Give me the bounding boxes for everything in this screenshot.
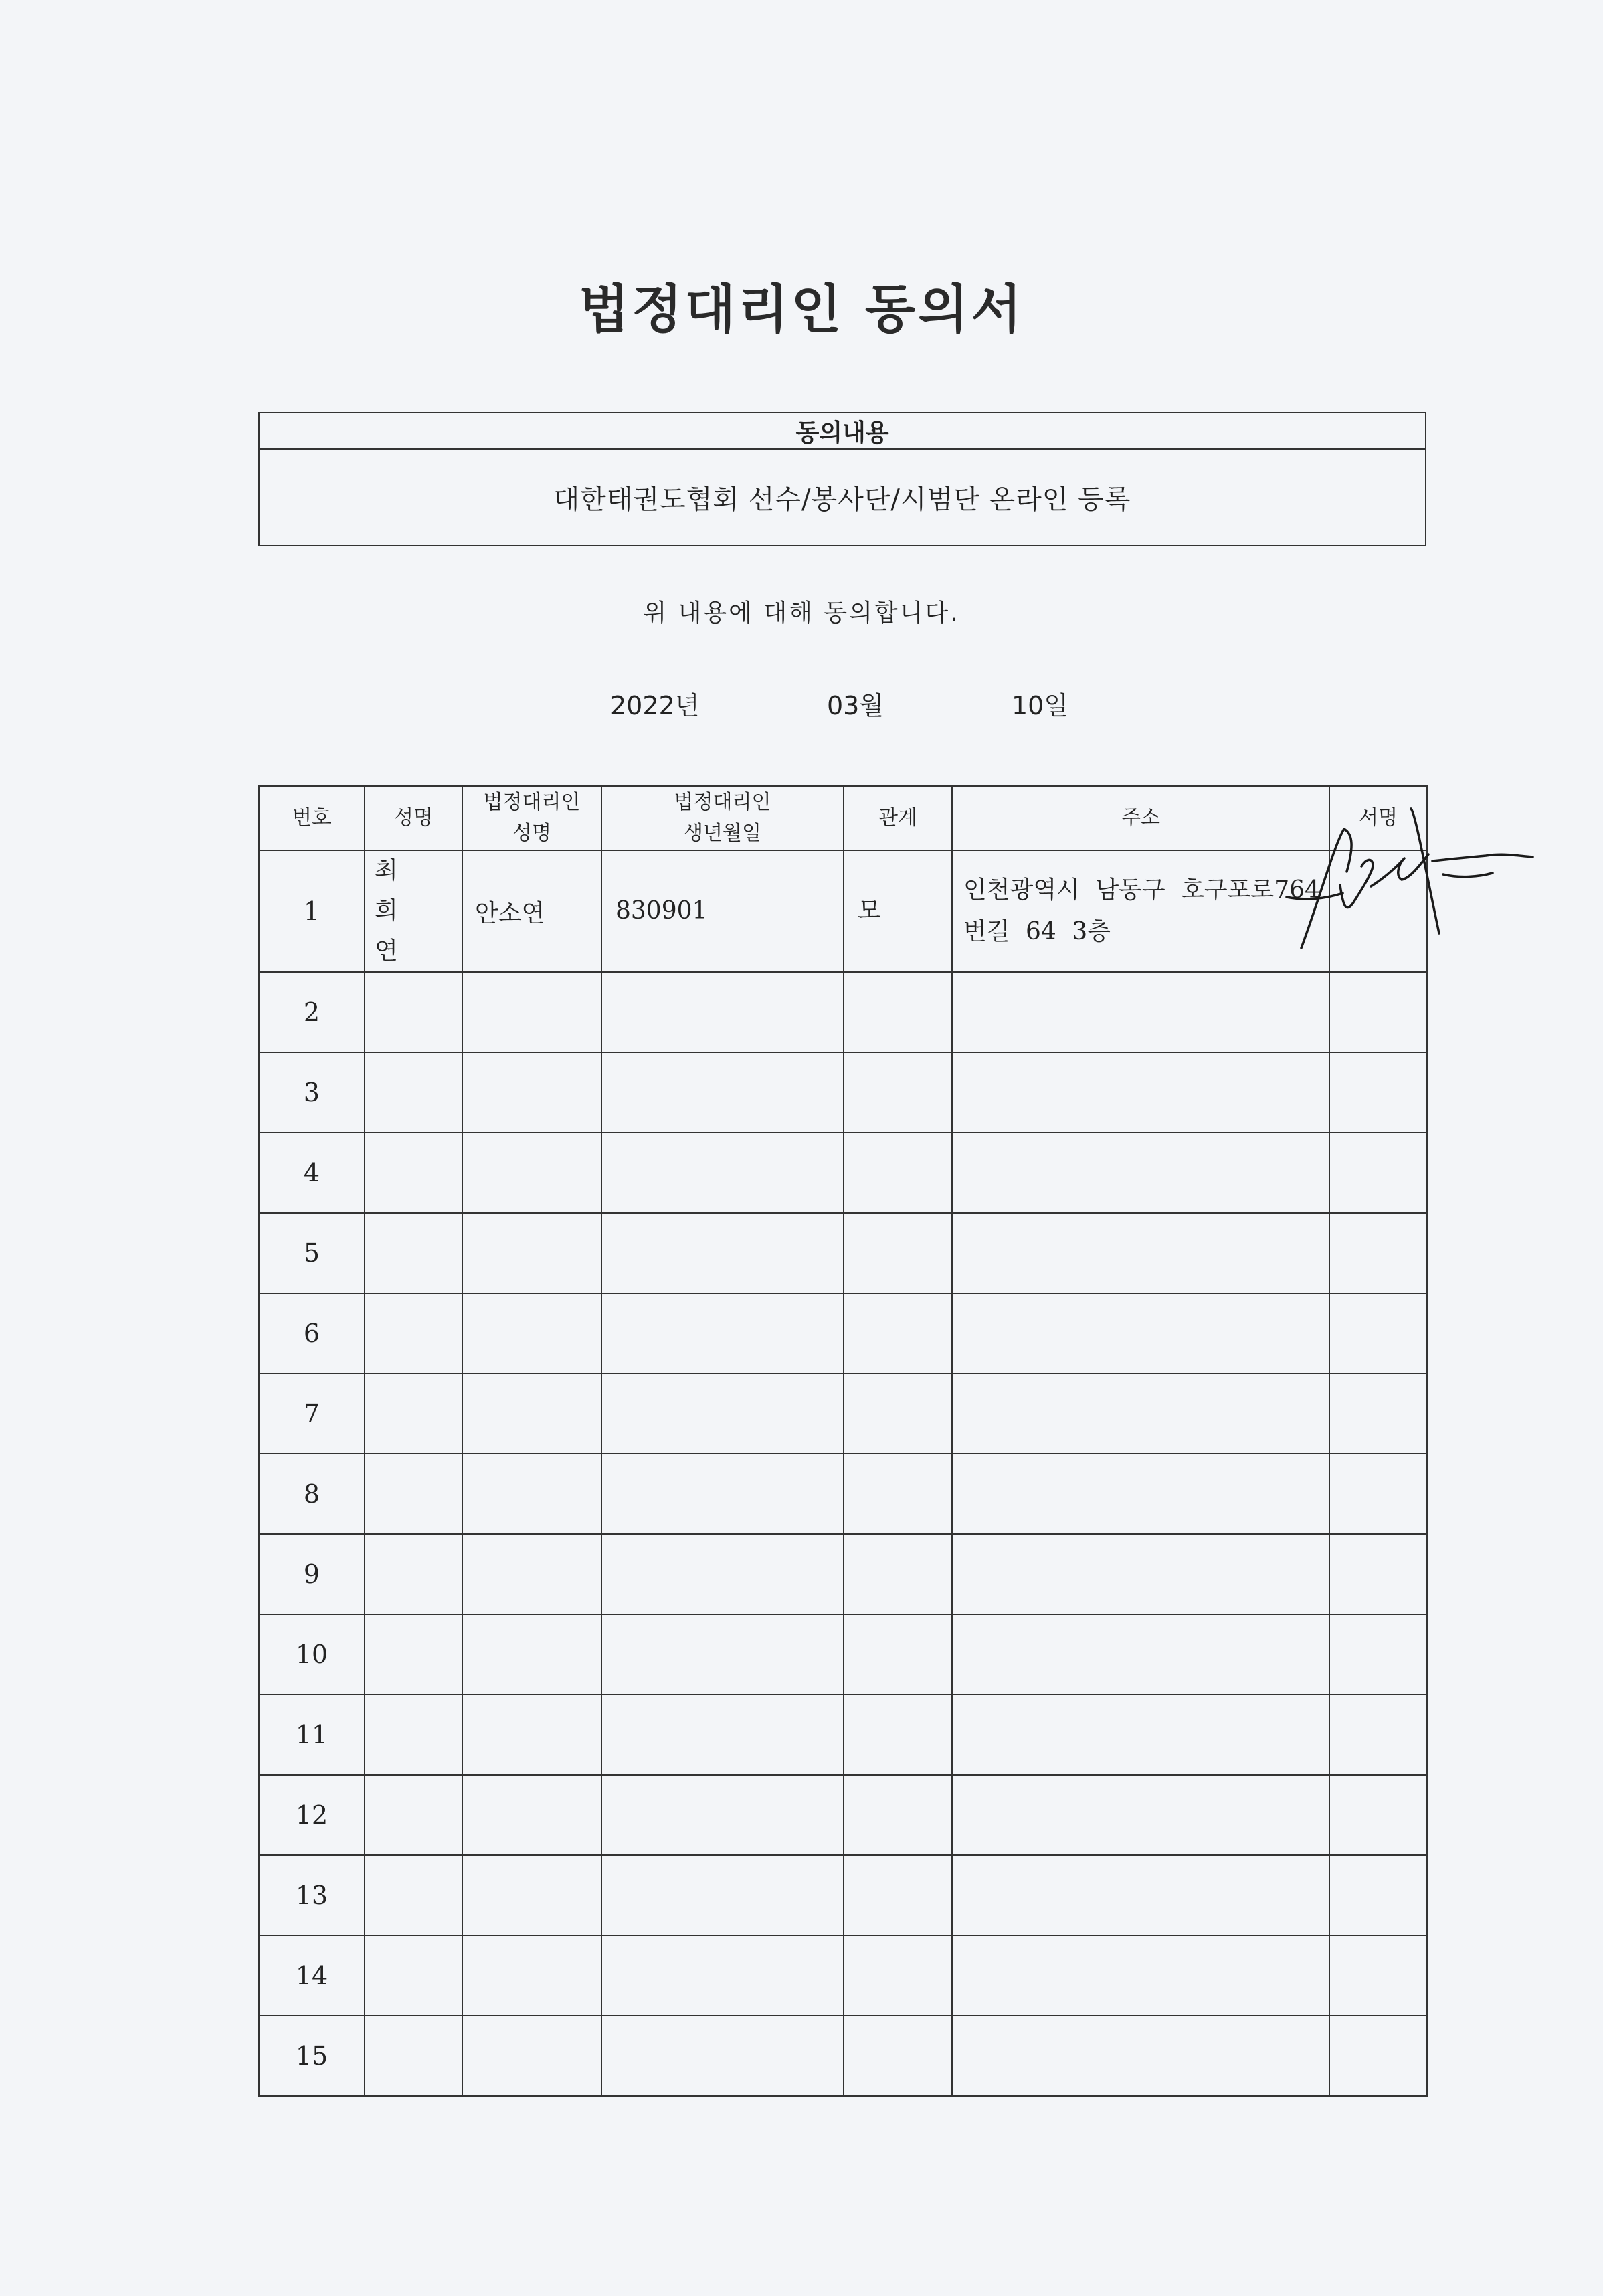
cell-relation (844, 972, 952, 1052)
cell-signature (1329, 1695, 1427, 1775)
cell-relation (844, 1454, 952, 1534)
cell-relation: 모 (844, 850, 952, 972)
date-year: 2022년 (610, 691, 700, 721)
consent-header: 동의내용 (260, 413, 1425, 450)
cell-signature (1329, 1293, 1427, 1373)
cell-guardian-name (462, 1052, 601, 1133)
date-day: 10일 (1012, 691, 1069, 721)
table-row (259, 1293, 1427, 1373)
cell-signature (1329, 1133, 1427, 1213)
header-relation: 관계 (844, 786, 952, 850)
table-row (259, 1133, 1427, 1213)
cell-guardian-name (462, 1855, 601, 1935)
cell-guardian-name (462, 1293, 601, 1373)
cell-no: 7 (259, 1373, 365, 1454)
cell-name: 최 희 연 (365, 850, 462, 972)
cell-address (952, 1373, 1329, 1454)
table-row (259, 850, 1427, 972)
table-row (259, 1534, 1427, 1614)
cell-address (952, 1293, 1329, 1373)
cell-guardian-name (462, 1935, 601, 2016)
table-row (259, 1454, 1427, 1534)
cell-no: 10 (259, 1614, 365, 1695)
header-name: 성명 (365, 786, 462, 850)
cell-name (365, 1695, 462, 1775)
cell-guardian-birth: 830901 (601, 850, 844, 972)
cell-guardian-name: 안소연 (462, 850, 601, 972)
cell-name (365, 1293, 462, 1373)
cell-guardian-name (462, 1133, 601, 1213)
cell-relation (844, 1373, 952, 1454)
cell-address (952, 1052, 1329, 1133)
cell-no: 8 (259, 1454, 365, 1534)
table-row (259, 2016, 1427, 2096)
cell-name (365, 1775, 462, 1855)
cell-address (952, 1695, 1329, 1775)
cell-relation (844, 1213, 952, 1293)
cell-no: 15 (259, 2016, 365, 2096)
cell-address (952, 972, 1329, 1052)
agree-statement: 위 내용에 대해 동의합니다. (643, 599, 960, 627)
cell-name (365, 1534, 462, 1614)
cell-guardian-birth (601, 1935, 844, 2016)
cell-guardian-birth (601, 1534, 844, 1614)
cell-no: 5 (259, 1213, 365, 1293)
consent-box (258, 412, 1426, 546)
cell-guardian-birth (601, 1695, 844, 1775)
cell-signature (1329, 1855, 1427, 1935)
cell-signature (1329, 1775, 1427, 1855)
cell-name (365, 1052, 462, 1133)
cell-signature (1329, 2016, 1427, 2096)
cell-name (365, 1935, 462, 2016)
table-row (259, 1052, 1427, 1133)
cell-guardian-birth (601, 1855, 844, 1935)
cell-signature (1329, 850, 1427, 972)
cell-address: 인천광역시 남동구 호구포로764번길 64 3층 (952, 850, 1329, 972)
cell-address (952, 1534, 1329, 1614)
cell-signature (1329, 972, 1427, 1052)
header-guardian-name: 법정대리인 성명 (462, 786, 601, 850)
cell-guardian-name (462, 1454, 601, 1534)
table-row (259, 1695, 1427, 1775)
cell-guardian-birth (601, 972, 844, 1052)
cell-address (952, 2016, 1329, 2096)
cell-relation (844, 1052, 952, 1133)
cell-signature (1329, 1373, 1427, 1454)
table-row (259, 972, 1427, 1052)
cell-relation (844, 1935, 952, 2016)
cell-guardian-name (462, 1614, 601, 1695)
cell-guardian-birth (601, 1454, 844, 1534)
cell-guardian-birth (601, 1775, 844, 1855)
cell-address (952, 1855, 1329, 1935)
cell-name (365, 1614, 462, 1695)
cell-address (952, 1935, 1329, 2016)
document-title: 법정대리인 동의서 (579, 280, 1024, 340)
signature-stroke-7 (1443, 873, 1493, 877)
cell-guardian-name (462, 1534, 601, 1614)
cell-signature (1329, 1935, 1427, 2016)
cell-address (952, 1614, 1329, 1695)
cell-address (952, 1775, 1329, 1855)
cell-no: 11 (259, 1695, 365, 1775)
cell-guardian-birth (601, 1052, 844, 1133)
cell-signature (1329, 1213, 1427, 1293)
cell-no: 1 (259, 850, 365, 972)
cell-guardian-birth (601, 1133, 844, 1213)
table-row (259, 1213, 1427, 1293)
table-row (259, 1775, 1427, 1855)
cell-name (365, 1213, 462, 1293)
cell-relation (844, 1614, 952, 1695)
cell-guardian-birth (601, 1614, 844, 1695)
header-signature: 서명 (1329, 786, 1427, 850)
cell-guardian-name (462, 1373, 601, 1454)
table-row (259, 1614, 1427, 1695)
table-row (259, 1373, 1427, 1454)
cell-signature (1329, 1614, 1427, 1695)
header-address: 주소 (952, 786, 1329, 850)
cell-relation (844, 1534, 952, 1614)
cell-no: 4 (259, 1133, 365, 1213)
cell-guardian-birth (601, 1213, 844, 1293)
cell-name (365, 2016, 462, 2096)
cell-name (365, 1454, 462, 1534)
cell-relation (844, 1775, 952, 1855)
cell-relation (844, 1695, 952, 1775)
cell-name (365, 972, 462, 1052)
cell-no: 6 (259, 1293, 365, 1373)
cell-signature (1329, 1534, 1427, 1614)
cell-no: 3 (259, 1052, 365, 1133)
table-header-row (259, 786, 1427, 850)
cell-relation (844, 1855, 952, 1935)
cell-guardian-name (462, 1775, 601, 1855)
cell-address (952, 1213, 1329, 1293)
header-guardian-birth: 법정대리인 생년월일 (601, 786, 844, 850)
cell-guardian-birth (601, 1293, 844, 1373)
cell-guardian-name (462, 2016, 601, 2096)
cell-no: 13 (259, 1855, 365, 1935)
cell-name (365, 1133, 462, 1213)
cell-guardian-birth (601, 1373, 844, 1454)
cell-signature (1329, 1052, 1427, 1133)
cell-no: 12 (259, 1775, 365, 1855)
cell-relation (844, 2016, 952, 2096)
consent-text: 대한태권도협회 선수/봉사단/시범단 온라인 등록 (553, 484, 1131, 515)
cell-no: 14 (259, 1935, 365, 2016)
cell-guardian-name (462, 972, 601, 1052)
cell-guardian-name (462, 1213, 601, 1293)
guardian-table (258, 785, 1428, 2097)
cell-address (952, 1133, 1329, 1213)
cell-address (952, 1454, 1329, 1534)
cell-signature (1329, 1454, 1427, 1534)
cell-guardian-birth (601, 2016, 844, 2096)
cell-guardian-name (462, 1695, 601, 1775)
table-row (259, 1935, 1427, 2016)
cell-relation (844, 1293, 952, 1373)
header-no: 번호 (259, 786, 365, 850)
cell-name (365, 1373, 462, 1454)
cell-no: 9 (259, 1534, 365, 1614)
signature-stroke-6 (1432, 854, 1533, 861)
table-row (259, 1855, 1427, 1935)
cell-relation (844, 1133, 952, 1213)
cell-no: 2 (259, 972, 365, 1052)
date-month: 03월 (827, 691, 884, 721)
cell-name (365, 1855, 462, 1935)
